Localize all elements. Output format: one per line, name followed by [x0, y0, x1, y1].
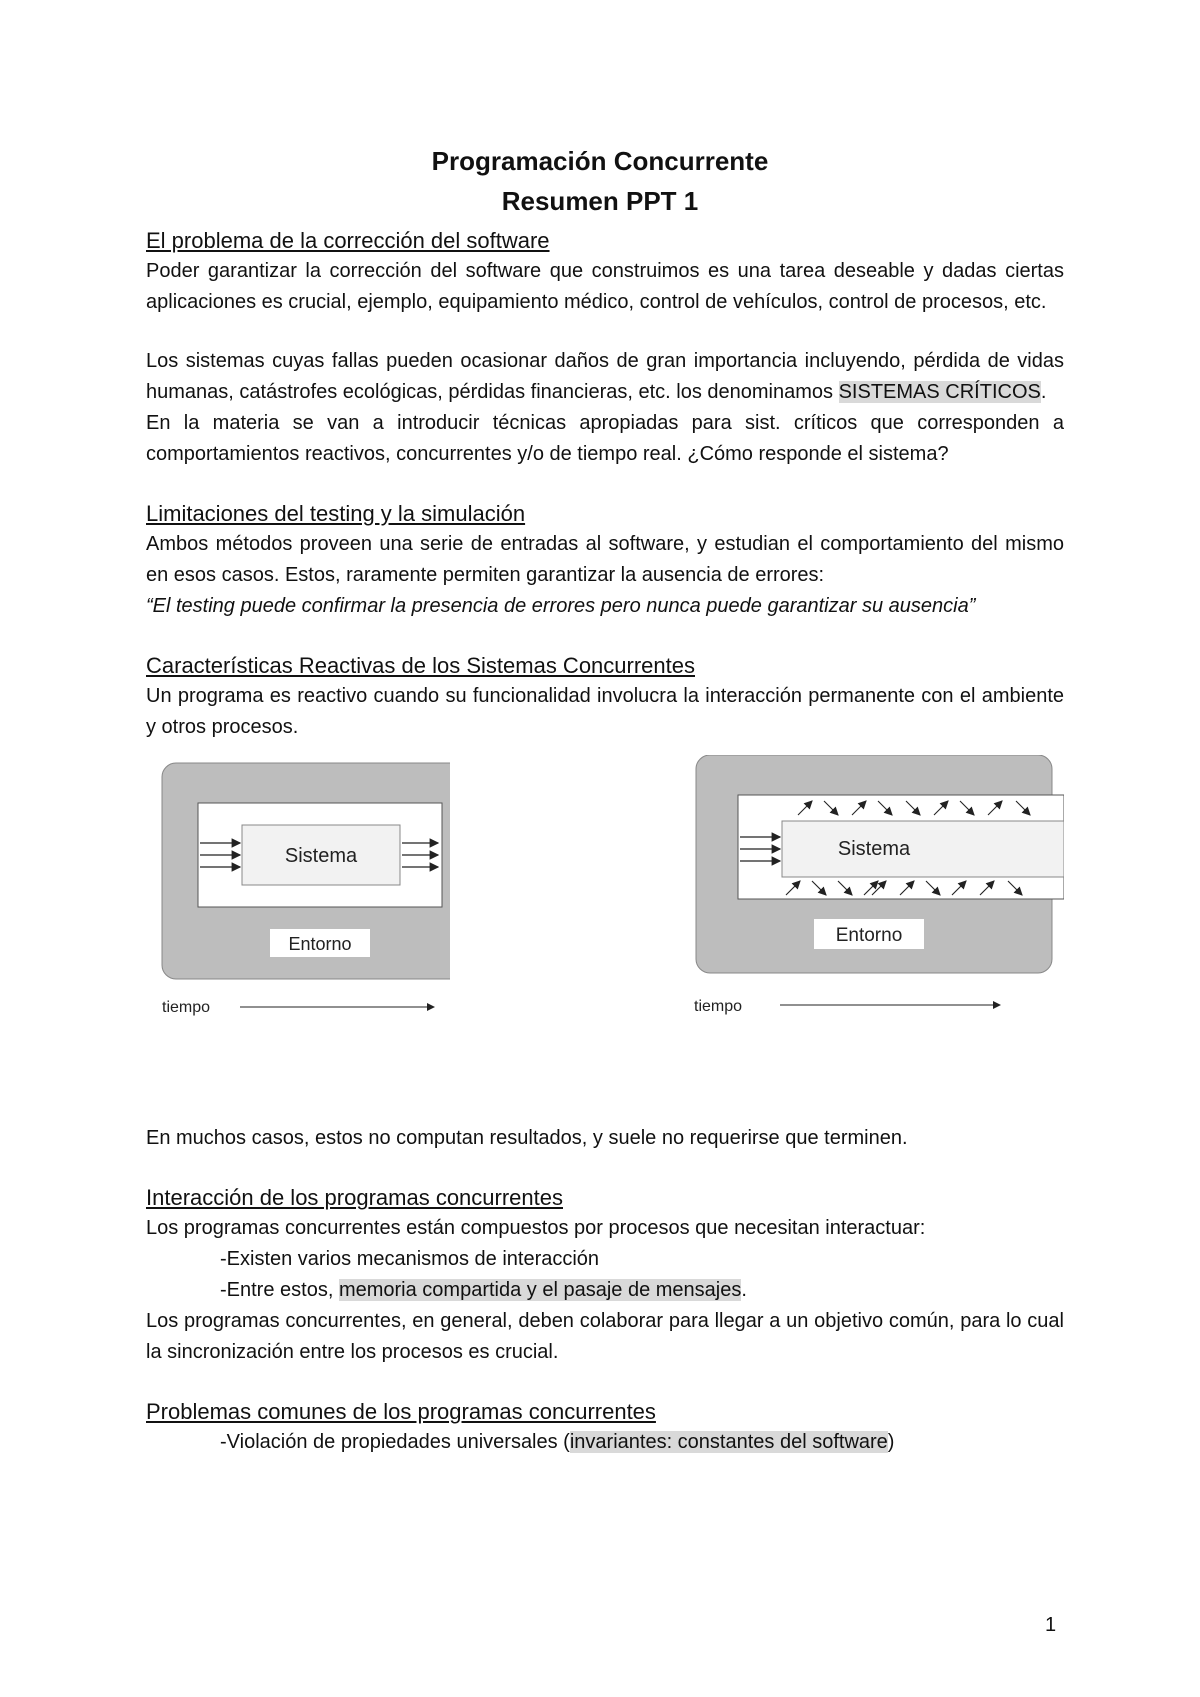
- list-item-text: -Violación de propiedades universales (: [220, 1431, 570, 1453]
- document-subtitle: Resumen PPT 1: [501, 186, 699, 216]
- paragraph: Un programa es reactivo cuando su funcionalidad involucra la interacción permanente con el ambiente y otros procesos.: [146, 685, 1064, 738]
- highlighted-text: SISTEMAS CRÍTICOS: [838, 381, 1041, 403]
- diagram-reactive-system: [694, 755, 1064, 1025]
- paragraph: Ambos métodos proveen una serie de entradas al software, y estudian el comportamiento del mismo en esos casos. Estos, raramente permiten garantizar la ausencia de errores:: [146, 533, 1064, 586]
- list-item-text: -Entre estos,: [220, 1279, 339, 1301]
- section-heading-correccion: El problema de la corrección del software: [146, 228, 550, 253]
- section-heading-problemas: Problemas comunes de los programas concurrentes: [146, 1399, 656, 1424]
- highlighted-text: invariantes: constantes del software: [569, 1431, 888, 1453]
- figures-row: [146, 755, 1064, 1123]
- environment-label: Entorno: [288, 934, 352, 954]
- section-heading-reactivas: Características Reactivas de los Sistemas Concurrentes: [146, 653, 695, 678]
- section-heading-interaccion: Interacción de los programas concurrentes: [146, 1185, 563, 1210]
- paragraph: Los programas concurrentes están compuestos por procesos que necesitan interactuar:: [146, 1217, 926, 1239]
- document-body: [146, 225, 1064, 1458]
- paragraph: Poder garantizar la corrección del software que construimos es una tarea deseable y dadas ciertas aplicaciones es crucial, ejemplo, equipamiento médico, control de vehículos, control de procesos, etc.: [146, 260, 1064, 313]
- paragraph: En la materia se van a introducir técnicas apropiadas para sist. críticos que corresponden a comportamientos reactivos, concurrentes y/o de tiempo real. ¿Cómo responde el sistema?: [146, 412, 1064, 465]
- system-box: [782, 821, 1064, 877]
- system-label: Sistema: [284, 845, 358, 867]
- paragraph: [146, 346, 1064, 408]
- section-heading-testing: Limitaciones del testing y la simulación: [146, 501, 526, 526]
- system-label: Sistema: [837, 838, 911, 860]
- list-item: [146, 1275, 1064, 1306]
- document-title: Programación Concurrente: [431, 146, 769, 176]
- highlighted-text: memoria compartida y el pasaje de mensajes: [338, 1279, 742, 1301]
- list-item: -Existen varios mecanismos de interacción: [220, 1248, 600, 1270]
- list-item-text: ): [887, 1431, 895, 1453]
- list-item-text: .: [741, 1279, 747, 1301]
- time-label: tiempo: [694, 998, 743, 1015]
- list-item: [146, 1427, 1064, 1458]
- diagram-transformational-system: [160, 755, 450, 1025]
- quote: “El testing puede confirmar la presencia de errores pero nunca puede garantizar su ausencia”: [146, 595, 976, 617]
- time-label: tiempo: [162, 999, 211, 1016]
- page-number: 1: [1045, 1614, 1057, 1636]
- paragraph-text: Los sistemas cuyas fallas pueden ocasionar daños de gran importancia incluyendo, pérdida de vidas humanas, catástrofes ecológicas, pérdidas financieras, etc. los denominamos: [146, 350, 1064, 403]
- paragraph-text: .: [1040, 381, 1047, 403]
- paragraph: En muchos casos, estos no computan resultados, y suele no requerirse que terminen.: [146, 1127, 908, 1149]
- paragraph: Los programas concurrentes, en general, deben colaborar para llegar a un objetivo común, para lo cual la sincronización entre los procesos es crucial.: [146, 1310, 1064, 1363]
- environment-label: Entorno: [835, 925, 903, 946]
